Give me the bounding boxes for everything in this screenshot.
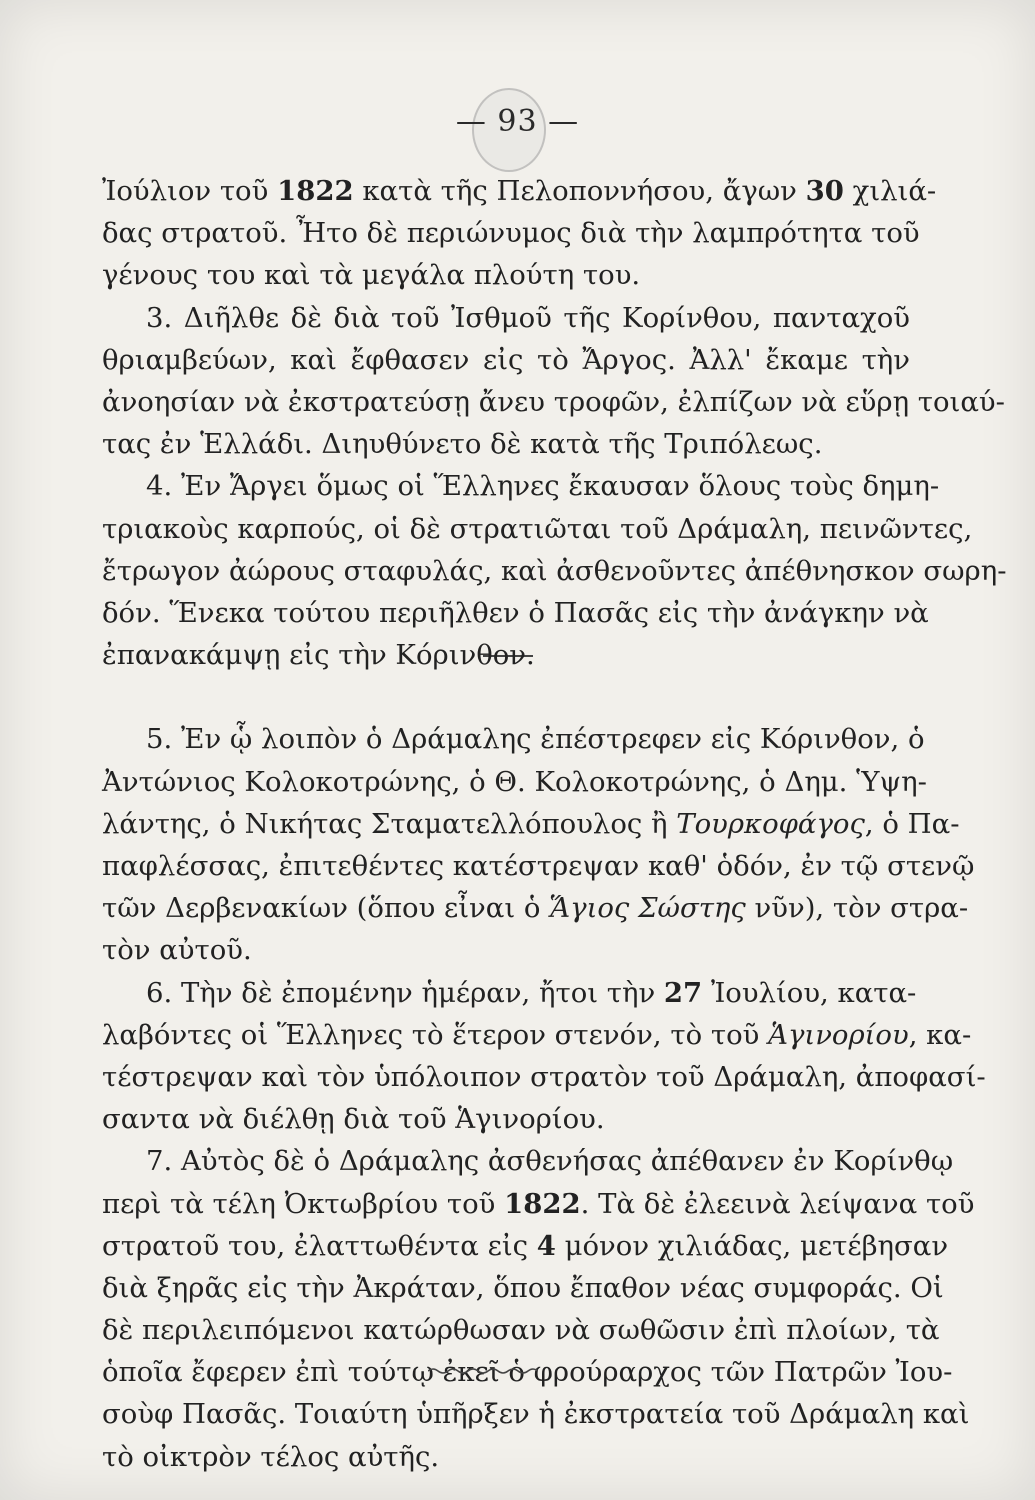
text-line: τὸ οἰκτρὸν τέλος αὐτῆς. bbox=[102, 1440, 440, 1473]
text-line: 4. Ἐν Ἄργει ὅμως οἱ Ἕλληνες ἔκαυσαν ὅλους τοὺς δημη- bbox=[146, 470, 940, 503]
text-line: θριαμβεύων, καὶ ἔφθασεν εἰς τὸ Ἄργος. Ἀλλ' ἔκαμε τὴν bbox=[102, 343, 910, 376]
text-line: παφλέσσας, ἐπιτεθέντες κατέστρεψαν καθ' ὁδόν, ἐν τῷ στενῷ bbox=[102, 850, 975, 882]
text-line: Ἀντώνιος Κολοκοτρώνης, ὁ Θ. Κολοκοτρώνης, ὁ Δημ. Ὑψη- bbox=[102, 765, 927, 798]
text-line: ἔτρωγον ἀώρους σταφυλάς, καὶ ἀσθενοῦντες ἀπέθνησκον σωρη- bbox=[102, 554, 1007, 587]
text-line: διὰ ξηρᾶς εἰς τὴν Ἀκράταν, ὅπου ἔπαθον νέας συμφοράς. Οἱ bbox=[102, 1271, 944, 1304]
text-line: λάντης, ὁ Νικήτας Σταματελλόπουλος ἢ Τουρκοφάγος, ὁ Πα- bbox=[102, 807, 960, 840]
page-number: — 93 — bbox=[455, 104, 580, 139]
text-line: τῶν Δερβενακίων (ὅπου εἶναι ὁ Ἅγιος Σώστης νῦν), τὸν στρα- bbox=[102, 892, 969, 925]
paragraph-gap bbox=[102, 676, 910, 718]
text-line: τὸν αὐτοῦ. bbox=[102, 934, 252, 967]
text-line: τας ἐν Ἑλλάδι. Διηυθύνετο δὲ κατὰ τῆς Τριπόλεως. bbox=[102, 428, 823, 461]
text-line: ὁποῖα ἔφερεν ἐπὶ τούτῳ ἐκεῖ ὁ φρούραρχος τῶν Πατρῶν Ἰου- bbox=[102, 1356, 953, 1389]
end-ornament bbox=[428, 1366, 538, 1376]
text-line: 6. Τὴν δὲ ἐπομένην ἡμέραν, ἤτοι τὴν 27 Ἰουλίου, κατα- bbox=[146, 976, 917, 1009]
text-line: λαβόντες οἱ Ἕλληνες τὸ ἕτερον στενόν, τὸ τοῦ Ἁγινορίου, κα- bbox=[102, 1018, 972, 1051]
text-line: 7. Αὐτὸς δὲ ὁ Δράμαλης ἀσθενήσας ἀπέθανεν ἐν Κορίνθῳ bbox=[146, 1145, 954, 1178]
text-line: τριακοὺς καρπούς, οἱ δὲ στρατιῶται τοῦ Δράμαλη, πεινῶντες, bbox=[102, 512, 973, 545]
text-line: 5. Ἐν ᾧ λοιπὸν ὁ Δράμαλης ἐπέστρεφεν εἰς Κόρινθον, ὁ bbox=[146, 723, 925, 756]
text-line: δόν. Ἕνεκα τούτου περιῆλθεν ὁ Πασᾶς εἰς τὴν ἀνάγκην νὰ bbox=[102, 596, 929, 629]
text-line: τέστρεψαν καὶ τὸν ὑπόλοιπον στρατὸν τοῦ Δράμαλη, ἀποφασί- bbox=[102, 1060, 986, 1093]
text-line: περὶ τὰ τέλη Ὀκτωβρίου τοῦ 1822. Τὰ δὲ ἐλεεινὰ λείψανα τοῦ bbox=[102, 1187, 975, 1220]
body-text bbox=[102, 170, 1007, 1478]
text-line: Ἰούλιον τοῦ 1822 κατὰ τῆς Πελοποννήσου, ἄγων 30 χιλιά- bbox=[102, 175, 937, 207]
text-line: ἀνοησίαν νὰ ἐκστρατεύσῃ ἄνευ τροφῶν, ἐλπίζων νὰ εὕρῃ τοιαύ- bbox=[102, 385, 1005, 418]
text-line: γένους του καὶ τὰ μεγάλα πλούτη του. bbox=[102, 259, 641, 292]
text-line: 3. Διῆλθε δὲ διὰ τοῦ Ἰσθμοῦ τῆς Κορίνθου, πανταχοῦ bbox=[146, 301, 910, 334]
text-line: δὲ περιλειπόμενοι κατώρθωσαν νὰ σωθῶσιν ἐπὶ πλοίων, τὰ bbox=[102, 1314, 940, 1347]
text-line: σαντα νὰ διέλθῃ διὰ τοῦ Ἁγινορίου. bbox=[102, 1103, 605, 1136]
text-line: σοὺφ Πασᾶς. Τοιαύτη ὑπῆρξεν ἡ ἐκστρατεία τοῦ Δράμαλη καὶ bbox=[102, 1398, 970, 1431]
text-line: δας στρατοῦ. Ἦτο δὲ περιώνυμος διὰ τὴν λαμπρότητα τοῦ bbox=[102, 217, 920, 250]
text-line: ἐπανακάμψῃ εἰς τὴν Κόρινθον. bbox=[102, 639, 535, 672]
text-line: στρατοῦ του, ἐλαττωθέντα εἰς 4 μόνον χιλιάδας, μετέβησαν bbox=[102, 1229, 949, 1262]
